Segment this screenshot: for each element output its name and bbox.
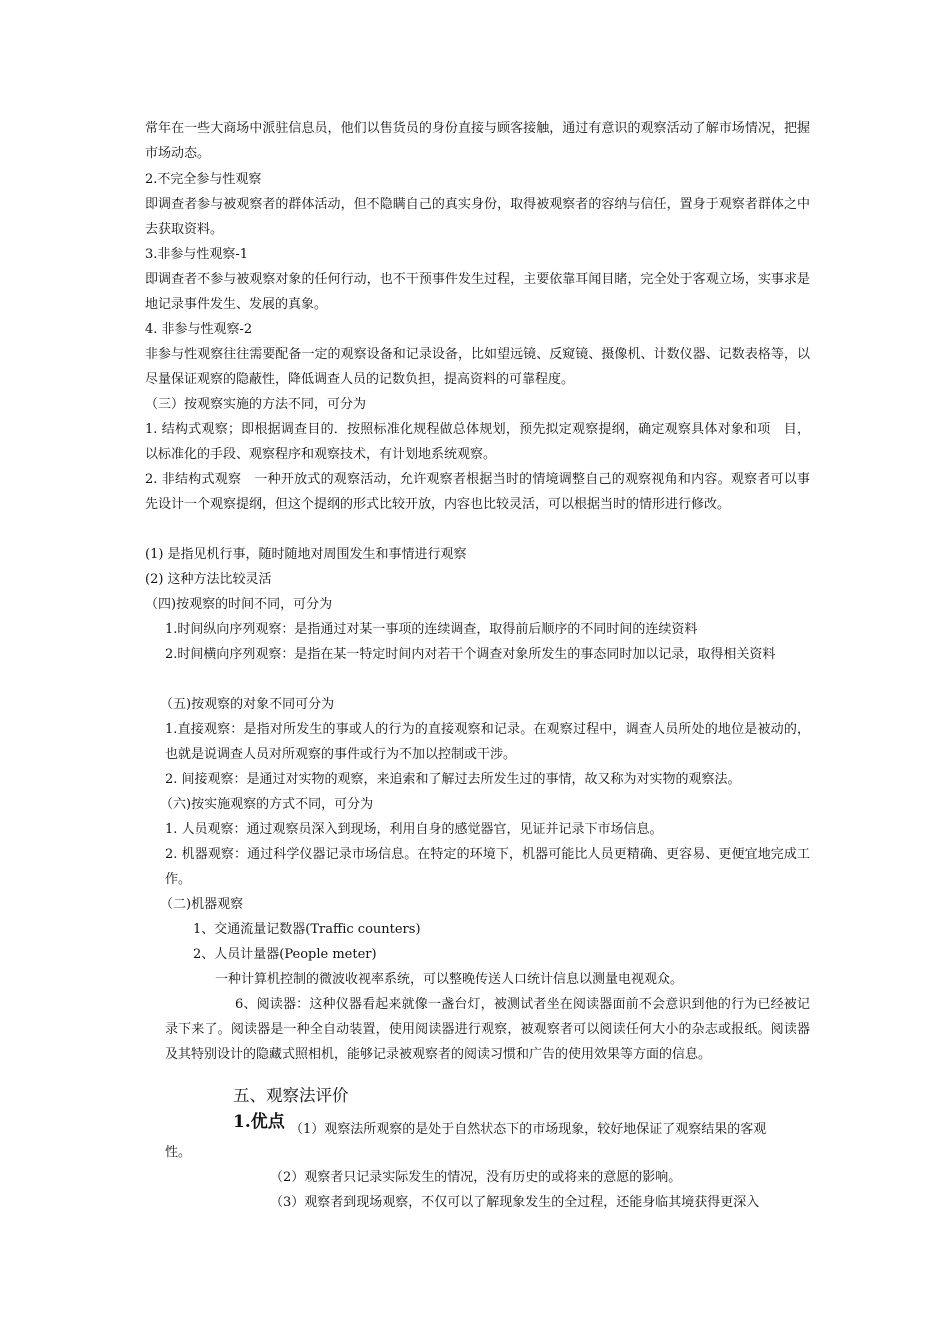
list-item-people-meter: 2、人员计量器(People meter): [193, 947, 377, 962]
paragraph-non-participation-2: 非参与性观察往往需要配备一定的观察设备和记录设备，比如望远镜、反窥镜、摄像机、计数仪器、记数表格等，以尽量保证观察的隐蔽性，降低调查人员的记数负担，提高资料的可靠程度。: [145, 347, 810, 387]
subsection-title-advantages: 1.优点: [233, 1112, 285, 1132]
paragraph-advantage-1: （1）观察法所观察的是处于自然状态下的市场现象，较好地保证了观察结果的客观: [290, 1122, 767, 1137]
paragraph-indirect-observation: 2. 间接观察：是通过对实物的观察，来追索和了解过去所发生过的事情，故又称为对实物的观察法。: [165, 772, 741, 787]
paragraph-non-participation-1: 即调查者不参与被观察对象的任何行动，也不干预事件发生过程，主要依靠耳闻目睹，完全处于客观立场，实事求是地记录事件发生、发展的真象。: [145, 272, 810, 312]
paragraph-structured-observation: 1. 结构式观察；即根据调查目的．按照标准化规程做总体规划，预先拟定观察提纲，确定观察具体对象和项 目，以标准化的手段、观察程序和观察技术，有计划地系统观察。: [145, 422, 810, 462]
paragraph-advantage-1-cont: 性。: [165, 1145, 192, 1160]
paragraph-machine-observation: 2. 机器观察：通过科学仪器记录市场信息。在特定的环境下，机器可能比人员更精确、更容易、更便宜地完成工作。: [165, 847, 810, 887]
paragraph-cross-sectional-observation: 2.时间横向序列观察：是指在某一特定时间内对若干个调查对象所发生的事态同时加以记录，取得相关资料: [165, 647, 776, 662]
list-item-traffic-counters: 1、交通流量记数器(Traffic counters): [193, 922, 421, 937]
heading-by-method: （三）按观察实施的方法不同，可分为: [145, 397, 367, 412]
paragraph-unstructured-observation: 2. 非结构式观察 一种开放式的观察活动，允许观察者根据当时的情境调整自己的观察视角和内容。观察者可以事先设计一个观察提纲，但这个提纲的形式比较开放，内容也比较灵活，可以根据当时的情形进行修改。: [145, 472, 810, 512]
list-item-2: (2) 这种方法比较灵活: [145, 572, 272, 587]
section-title-evaluation: 五、观察法评价: [233, 1086, 349, 1105]
heading-non-participation-1: 3.非参与性观察-1: [145, 247, 249, 262]
heading-by-implementation: （六)按实施观察的方式不同，可分为: [160, 797, 374, 812]
heading-by-object: （五)按观察的对象不同可分为: [160, 697, 335, 712]
paragraph-incomplete-participation: 即调查者参与被观察者的群体活动，但不隐瞒自己的真实身份，取得被观察者的容纳与信任，置身于观察者群体之中去获取资料。: [145, 197, 810, 237]
heading-by-time: （四)按观察的时间不同，可分为: [145, 597, 333, 612]
paragraph-direct-observation: 1.直接观察：是指对所发生的事或人的行为的直接观察和记录。在观察过程中，调查人员所处的地位是被动的，也就是说调查人员对所观察的事件或行为不加以控制或干涉。: [165, 722, 810, 762]
list-item-1: (1) 是指见机行事，随时随地对周围发生和事情进行观察: [145, 547, 467, 562]
paragraph-personnel-observation: 1. 人员观察：通过观察员深入到现场，利用自身的感觉器官，见证并记录下市场信息。: [165, 822, 663, 837]
heading-non-participation-2: 4. 非参与性观察-2: [145, 322, 253, 337]
paragraph-advantage-3: （3）观察者到现场观察，不仅可以了解现象发生的全过程，还能身临其境获得更深入: [270, 1195, 760, 1210]
heading-machine-observation: （二)机器观察: [160, 897, 244, 912]
paragraph-longitudinal-observation: 1.时间纵向序列观察：是指通过对某一事项的连续调查，取得前后顺序的不同时间的连续资料: [165, 622, 698, 637]
heading-incomplete-participation: 2.不完全参与性观察: [145, 172, 262, 187]
paragraph-advantage-2: （2）观察者只记录实际发生的情况，没有历史的或将来的意愿的影响。: [270, 1170, 682, 1185]
paragraph-reader-device: 6、阅读器：这种仪器看起来就像一盏台灯，被测试者坐在阅读器面前不会意识到他的行为已经被记录下来了。阅读器是一种全自动装置，使用阅读器进行观察，被观察者可以阅读任何大小的杂志或报纸。阅读器及其特别设计的隐藏式照相机，能够记录被观察者的阅读习惯和广告的使用效果等方面的信息。: [165, 997, 810, 1062]
paragraph-info-staff: 常年在一些大商场中派驻信息员，他们以售货员的身份直接与顾客接触，通过有意识的观察活动了解市场情况，把握市场动态。: [145, 121, 810, 161]
paragraph-people-meter-description: 一种计算机控制的微波收视率系统，可以整晚传送人口统计信息以测量电视观众。: [215, 972, 684, 987]
